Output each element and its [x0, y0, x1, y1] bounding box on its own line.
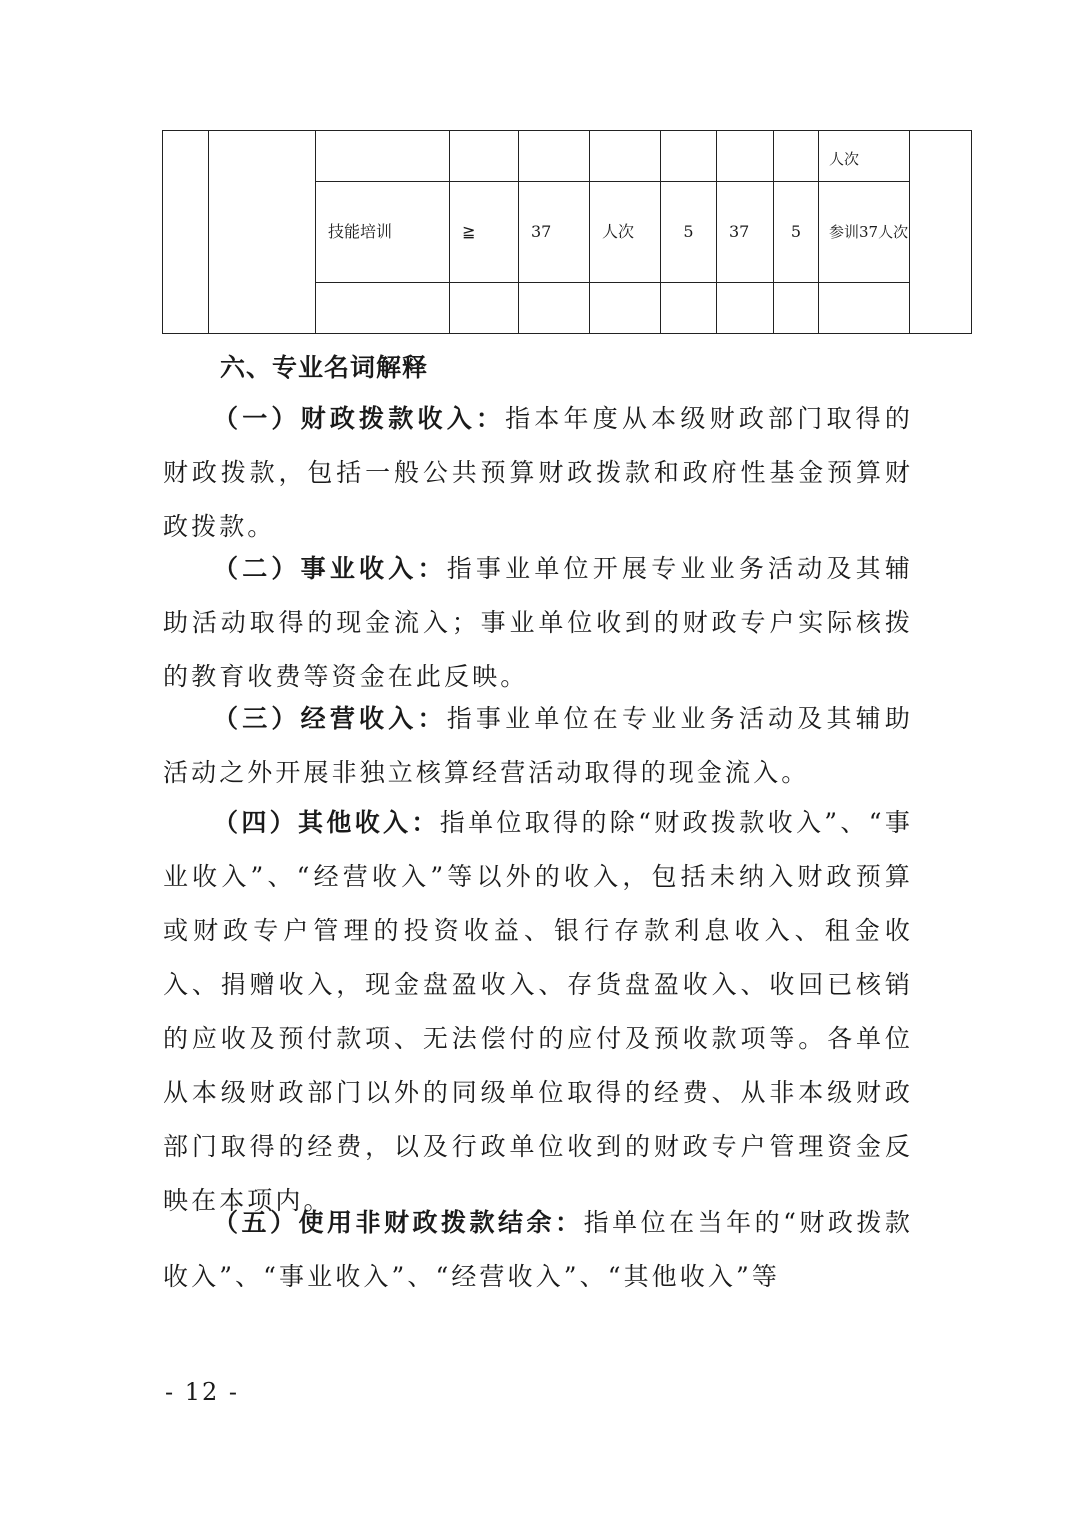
table-cell — [717, 283, 774, 334]
term-definition: 指事业单位在专业业务活动及其辅助活动之外开展非独立核算经营活动取得的现金流入。 — [163, 704, 913, 787]
table-cell — [450, 283, 519, 334]
indicator-unit: 人次 — [590, 182, 661, 283]
term-definition: 指事业单位开展专业业务活动及其辅助活动取得的现金流入；事业单位收到的财政专户实际核拨的教育收费等资金在此反映。 — [163, 554, 913, 691]
indicator-name: 技能培训 — [316, 182, 450, 283]
table-cell — [519, 131, 590, 182]
paragraph-non-fiscal-balance — [163, 1196, 913, 1304]
indicator-note: 参训37人次 — [819, 182, 910, 283]
indicator-operator: ≧ — [450, 182, 519, 283]
paragraph-operating-income — [163, 692, 913, 800]
table-cell — [717, 131, 774, 182]
term-label: （四）其他收入： — [213, 808, 440, 837]
table-cell — [774, 283, 819, 334]
table-cell-note: 人次 — [819, 131, 910, 182]
table-cell-level2 — [209, 131, 316, 334]
indicator-target: 37 — [519, 182, 590, 283]
indicator-score: 5 — [774, 182, 819, 283]
table-cell — [819, 283, 910, 334]
page-number: - 12 - — [165, 1378, 240, 1406]
table-cell — [590, 283, 661, 334]
paragraph-other-income — [163, 796, 913, 1228]
indicator-actual: 37 — [717, 182, 774, 283]
term-label: （二）事业收入： — [213, 554, 447, 583]
performance-table — [162, 130, 972, 334]
term-definition: 指单位在当年的“财政拨款收入”、“事业收入”、“经营收入”、“其他收入”等 — [163, 1208, 913, 1291]
paragraph-fiscal-appropriation — [163, 392, 913, 554]
table-cell-remark — [910, 131, 972, 334]
section-heading: 六、专业名词解释 — [220, 353, 429, 382]
table-cell — [774, 131, 819, 182]
table-cell — [590, 131, 661, 182]
term-definition: 指本年度从本级财政部门取得的财政拨款，包括一般公共预算财政拨款和政府性基金预算财政拨款。 — [163, 404, 913, 541]
table-cell — [450, 131, 519, 182]
table-cell — [316, 283, 450, 334]
indicator-weight: 5 — [661, 182, 717, 283]
term-label: （五）使用非财政拨款结余： — [213, 1208, 584, 1237]
table-cell — [519, 283, 590, 334]
paragraph-business-income — [163, 542, 913, 704]
table-cell-level1 — [163, 131, 209, 334]
term-label: （一）财政拨款收入： — [213, 404, 506, 433]
table-cell — [661, 131, 717, 182]
term-definition: 指单位取得的除“财政拨款收入”、“事业收入”、“经营收入”等以外的收入，包括未纳入财政预算或财政专户管理的投资收益、银行存款利息收入、租金收入、捐赠收入，现金盘盈收入、存货盘盈收入、收回已核销的应收及预付款项、无法偿付的应付及预收款项等。各单位从本级财政部门以外的同级单位取得的经费、从非本级财政部门取得的经费，以及行政单位收到的财政专户管理资金反映在本项内。 — [163, 808, 913, 1215]
term-label: （三）经营收入： — [213, 704, 447, 733]
table-cell — [661, 283, 717, 334]
table-row — [163, 131, 972, 182]
table-cell — [316, 131, 450, 182]
